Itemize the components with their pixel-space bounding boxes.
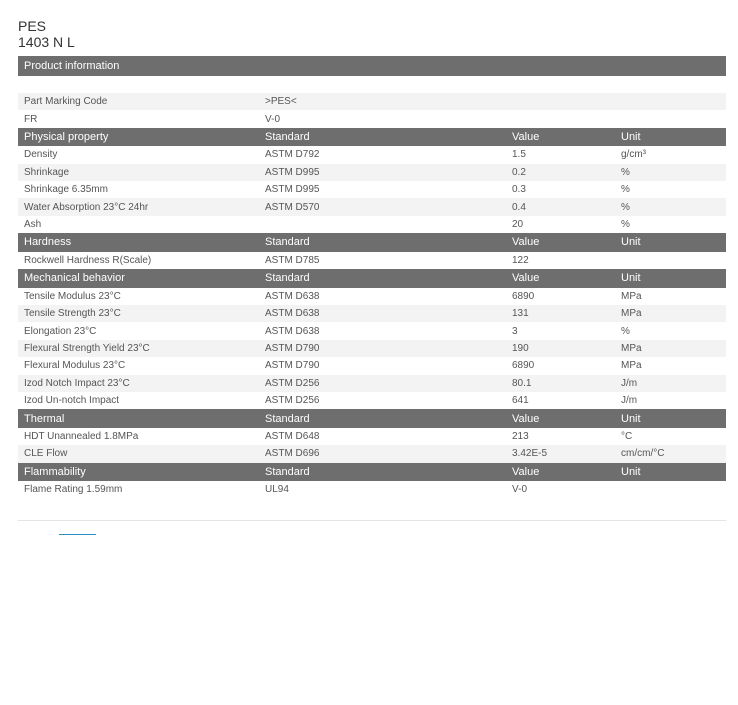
property-value: 0.2 [506, 164, 615, 181]
property-name: CLE Flow [18, 445, 259, 462]
property-row [18, 375, 726, 392]
property-unit: cm/cm/°C [615, 445, 726, 462]
section-header-physical-property [18, 128, 726, 147]
value-col-header: Value [506, 233, 615, 252]
property-value: 131 [506, 305, 615, 322]
section-header-thermal [18, 409, 726, 428]
property-name: Elongation 23°C [24, 325, 97, 337]
property-row [18, 305, 726, 322]
property-unit: MPa [615, 305, 726, 322]
property-row [18, 392, 726, 409]
datasheet-table [18, 93, 726, 499]
info-label: FR [24, 113, 38, 125]
test-standard: ASTM D792 [265, 149, 320, 161]
test-standard: ASTM D696 [259, 445, 506, 462]
test-standard: ASTM D638 [265, 290, 320, 302]
property-value: 3 [512, 325, 518, 337]
test-standard: ASTM D648 [265, 431, 320, 443]
property-unit: % [621, 184, 630, 196]
property-row [18, 481, 726, 498]
property-unit: MPa [615, 340, 726, 357]
property-name: Flexural Strength Yield 23°C [18, 340, 259, 357]
test-standard: ASTM D995 [259, 164, 506, 181]
info-value: V-0 [265, 113, 281, 125]
standard-col-header: Standard [259, 463, 506, 482]
test-standard: ASTM D638 [259, 305, 506, 322]
property-unit: MPa [621, 290, 642, 302]
test-standard: ASTM D790 [259, 340, 506, 357]
property-unit: MPa [621, 360, 642, 372]
property-unit: J/m [621, 395, 638, 407]
property-name: Izod Notch Impact 23°C [18, 375, 259, 392]
test-standard [259, 216, 506, 233]
test-standard: ASTM D790 [265, 360, 320, 372]
property-row [18, 428, 726, 445]
property-row [18, 146, 726, 163]
property-unit: % [615, 164, 726, 181]
property-row [18, 288, 726, 305]
section-title: Thermal [18, 409, 259, 428]
property-row [18, 357, 726, 374]
property-unit: J/m [615, 375, 726, 392]
property-row [18, 340, 726, 357]
property-name: Density [24, 149, 58, 161]
property-unit: % [621, 325, 630, 337]
property-value: 641 [512, 395, 529, 407]
link-underline[interactable] [59, 534, 96, 535]
spacer [18, 76, 726, 93]
standard-col-header: Standard [259, 233, 506, 252]
property-unit: % [621, 219, 630, 231]
value-col-header: Value [506, 269, 615, 288]
property-name: Tensile Strength 23°C [18, 305, 259, 322]
product-title [18, 18, 75, 50]
product-info-row [18, 110, 726, 127]
test-standard: UL94 [265, 484, 289, 496]
section-title: Hardness [18, 233, 259, 252]
property-name: Izod Un-notch Impact [24, 395, 120, 407]
property-value: 0.3 [512, 184, 526, 196]
property-row [18, 181, 726, 198]
property-name: HDT Unannealed 1.8MPa [24, 431, 139, 443]
test-standard: ASTM D785 [265, 254, 320, 266]
test-standard: ASTM D995 [265, 184, 320, 196]
property-name: Rockwell Hardness R(Scale) [24, 254, 152, 266]
property-unit: % [615, 198, 726, 215]
unit-col-header: Unit [615, 233, 726, 252]
property-name: Water Absorption 23°C 24hr [18, 198, 259, 215]
property-name: Ash [24, 219, 42, 231]
test-standard: ASTM D638 [265, 325, 320, 337]
property-value: 6890 [512, 360, 535, 372]
unit-col-header: Unit [615, 269, 726, 288]
value-col-header: Value [506, 463, 615, 482]
standard-col-header: Standard [259, 128, 506, 147]
property-row [18, 445, 726, 462]
product-info-heading: Product information [18, 56, 726, 76]
property-value: V-0 [512, 484, 528, 496]
value-col-header: Value [506, 409, 615, 428]
property-unit: °C [621, 431, 633, 443]
property-name: Shrinkage 6.35mm [24, 184, 108, 196]
value-col-header: Value [506, 128, 615, 147]
info-label: Part Marking Code [18, 93, 259, 110]
product-grade: 1403 N L [18, 34, 75, 50]
property-row [18, 216, 726, 233]
property-value: 190 [506, 340, 615, 357]
property-value: 122 [512, 254, 529, 266]
property-name: Flame Rating 1.59mm [24, 484, 123, 496]
property-name: Flexural Modulus 23°C [24, 360, 126, 372]
section-header-mechanical-behavior [18, 269, 726, 288]
test-standard: ASTM D256 [265, 395, 320, 407]
section-title: Flammability [18, 463, 259, 482]
property-name: Shrinkage [18, 164, 259, 181]
property-row [18, 198, 726, 215]
property-name: Tensile Modulus 23°C [24, 290, 121, 302]
property-unit [615, 252, 726, 269]
section-title: Mechanical behavior [18, 269, 259, 288]
unit-col-header: Unit [615, 409, 726, 428]
divider [18, 520, 726, 521]
property-unit: g/cm³ [621, 149, 646, 161]
property-value: 80.1 [506, 375, 615, 392]
property-row [18, 252, 726, 269]
unit-col-header: Unit [615, 128, 726, 147]
datasheet [18, 56, 726, 499]
test-standard: ASTM D256 [259, 375, 506, 392]
product-info-row [18, 93, 726, 110]
property-value: 213 [512, 431, 529, 443]
property-value: 6890 [512, 290, 535, 302]
unit-col-header: Unit [615, 463, 726, 482]
property-value: 3.42E-5 [506, 445, 615, 462]
section-header-flammability [18, 463, 726, 482]
property-row [18, 322, 726, 339]
section-title: Physical property [18, 128, 259, 147]
property-row [18, 164, 726, 181]
test-standard: ASTM D570 [259, 198, 506, 215]
property-value: 20 [512, 219, 524, 231]
property-value: 0.4 [506, 198, 615, 215]
standard-col-header: Standard [259, 409, 506, 428]
standard-col-header: Standard [259, 269, 506, 288]
info-value: >PES< [259, 93, 726, 110]
property-value: 1.5 [512, 149, 526, 161]
product-family: PES [18, 18, 47, 34]
property-unit [615, 481, 726, 498]
section-header-hardness [18, 233, 726, 252]
